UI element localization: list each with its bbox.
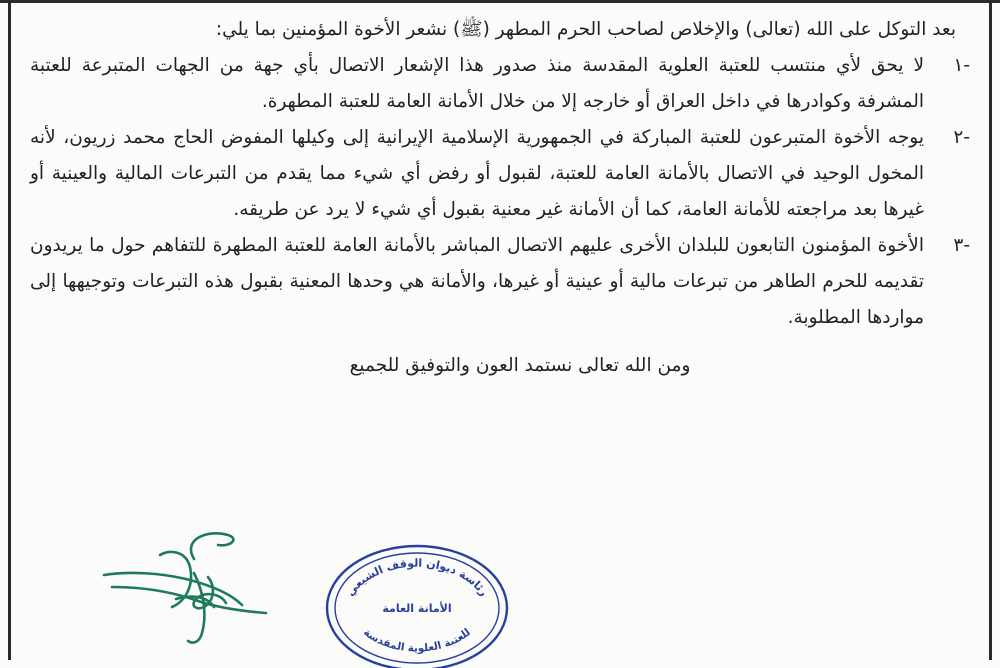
- svg-text:الأمانة العامة: الأمانة العامة: [382, 602, 452, 615]
- page-border-left: [8, 0, 11, 660]
- svg-text:للعتبة العلوية المقدسة: للعتبة العلوية المقدسة: [361, 626, 473, 655]
- list-item-2: [30, 120, 970, 228]
- list-item-1: [30, 48, 970, 120]
- signature: [90, 515, 290, 655]
- list-item-3: [30, 228, 970, 336]
- item-number: -٢: [953, 127, 970, 148]
- intro-paragraph: بعد التوكل على الله (تعالى) والإخلاص لصاحب الحرم المطهر (ﷺ) نشعر الأخوة المؤمنين بما يلي:: [215, 19, 956, 40]
- page-border-right: [989, 0, 992, 660]
- page-border-top: [0, 0, 1000, 3]
- svg-text:رئاسة ديوان الوقف الشيعي: رئاسة ديوان الوقف الشيعي: [343, 556, 491, 599]
- item-text: يوجه الأخوة المتبرعون للعتبة المباركة في الجمهورية الإسلامية الإيرانية إلى وكيلها المفوض الحاج محمد زريون، لأنه المخول الوحيد في الاتصال بالأمانة العامة للعتبة، لقبول أو رفض أي شيء مما يقدم من التبرعات المالية والعينية أو غيرها بعد مراجعته للأمانة العامة، كما أن الأمانة غير معنية بقبول أي شيء لا يرد عن طريقه.: [30, 127, 924, 220]
- item-text: الأخوة المؤمنون التابعون للبلدان الأخرى عليهم الاتصال المباشر بالأمانة العامة للعتبة المطهرة للتفاهم حول ما يريدون تقديمه للحرم الطاهر من تبرعات مالية أو عينية أو غيرها، والأمانة هي وحدها المعنية بقبول هذه التبرعات وتوجيهها إلى مواردها المطلوبة.: [30, 235, 924, 328]
- document-body: [30, 12, 970, 384]
- item-text: لا يحق لأي منتسب للعتبة العلوية المقدسة منذ صدور هذا الإشعار الاتصال بأي جهة من الجهات المتبرعة للعتبة المشرفة وكوادرها في داخل العراق أو خارجه إلا من خلال الأمانة العامة للعتبة المطهرة.: [30, 55, 924, 112]
- closing-line: ومن الله تعالى نستمد العون والتوفيق للجميع: [349, 355, 691, 376]
- official-seal: [318, 536, 516, 668]
- item-number: -١: [953, 55, 970, 76]
- item-number: -٣: [953, 235, 970, 256]
